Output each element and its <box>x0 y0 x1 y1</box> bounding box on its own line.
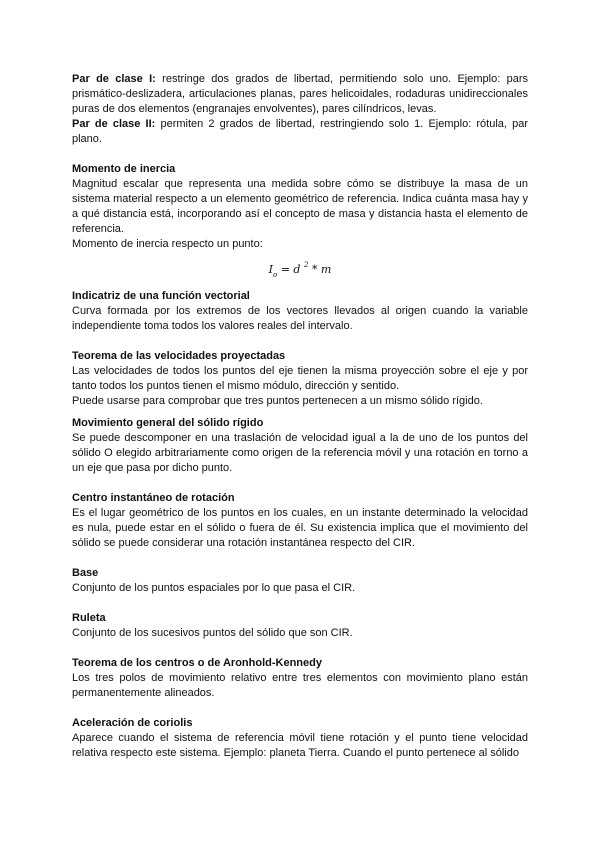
section-coriolis <box>72 716 528 761</box>
formula-eq: = d <box>280 263 301 276</box>
section-projected <box>72 349 528 409</box>
pair-class-2-label: Par de clase II: <box>72 118 156 130</box>
pair-class-2-text: permiten 2 grados de libertad, restringiendo solo 1. Ejemplo: rótula, par plano. <box>72 118 529 145</box>
formula-rest: * m <box>311 263 332 276</box>
cir-text: Es el lugar geométrico de los puntos en los cuales, en un instante determinado la velocidad es nula, puede estar en el sólido o fuera de él. Su existencia implica que el movimiento del sólido se puede considerar una rotación instantánea respecto del CIR. <box>72 507 528 549</box>
indicatriz-text: Curva formada por los extremos de los vectores llevados al origen cuando la variable independiente toma todos los valores reales del intervalo. <box>72 305 528 332</box>
kennedy-title: Teorema de los centros o de Aronhold-Kennedy <box>72 657 322 669</box>
section-indicatriz <box>72 289 528 334</box>
general-motion-text: Se puede descomponer en una traslación de velocidad igual a la de uno de los puntos del sólido O elegido arbitrariamente como origen de la referencia móvil y una rotación en torno a un eje que pasa por dicho punto. <box>72 432 528 474</box>
section-general-motion <box>72 416 528 476</box>
general-motion-title: Movimiento general del sólido rígido <box>72 417 264 429</box>
document-page <box>72 72 528 761</box>
cir-title: Centro instantáneo de rotación <box>72 492 235 504</box>
projected-title: Teorema de las velocidades proyectadas <box>72 350 286 362</box>
projected-text-2: Puede usarse para comprobar que tres puntos pertenecen a un mismo sólido rígido. <box>72 395 483 407</box>
coriolis-title: Aceleración de coriolis <box>72 717 193 729</box>
formula-sub: o <box>272 271 278 279</box>
pair-class-2 <box>72 117 528 147</box>
inertia-text: Magnitud escalar que representa una medida sobre cómo se distribuye la masa de un sistema material respecto a un elemento geométrico de referencia. Indica cuánta masa hay y a qué distancia está, incorporando así el concepto de masa y distancia hasta el elemento de referencia. <box>72 178 528 235</box>
base-text: Conjunto de los puntos espaciales por lo que pasa el CIR. <box>72 582 356 594</box>
coriolis-text: Aparece cuando el sistema de referencia móvil tiene rotación y el punto tiene velocidad relativa respecto este sistema. Ejemplo: planeta Tierra. Cuando el punto pertenece al sólido <box>72 732 528 759</box>
section-cir <box>72 491 528 551</box>
inertia-title: Momento de inercia <box>72 163 176 175</box>
section-kennedy <box>72 656 528 701</box>
pair-class-1 <box>72 72 528 117</box>
formula-exp: 2 <box>303 261 309 269</box>
projected-text: Las velocidades de todos los puntos del eje tienen la misma proyección sobre el eje y por tanto todos los puntos tienen el mismo módulo, dirección y sentido. <box>72 365 528 392</box>
formula-I: I <box>268 263 273 276</box>
kennedy-text: Los tres polos de movimiento relativo entre tres elementos con movimiento plano están permanentemente alineados. <box>72 672 528 699</box>
inertia-point-text: Momento de inercia respecto un punto: <box>72 238 263 250</box>
pair-class-1-text: restringe dos grados de libertad, permitiendo solo uno. Ejemplo: pars prismático-deslizadera, articulaciones planas, pares helicoidales, rodaduras unidireccionales puras de dos elementos (engranajes envolventes), pares cilíndricos, levas. <box>72 73 528 115</box>
section-base <box>72 566 528 596</box>
base-title: Base <box>72 567 99 579</box>
indicatriz-title: Indicatriz de una función vectorial <box>72 290 250 302</box>
section-ruleta <box>72 611 528 641</box>
ruleta-text: Conjunto de los sucesivos puntos del sólido que son CIR. <box>72 627 353 639</box>
inertia-formula <box>72 258 528 282</box>
pair-class-1-label: Par de clase I: <box>72 73 156 85</box>
section-inertia <box>72 162 528 282</box>
ruleta-title: Ruleta <box>72 612 106 624</box>
